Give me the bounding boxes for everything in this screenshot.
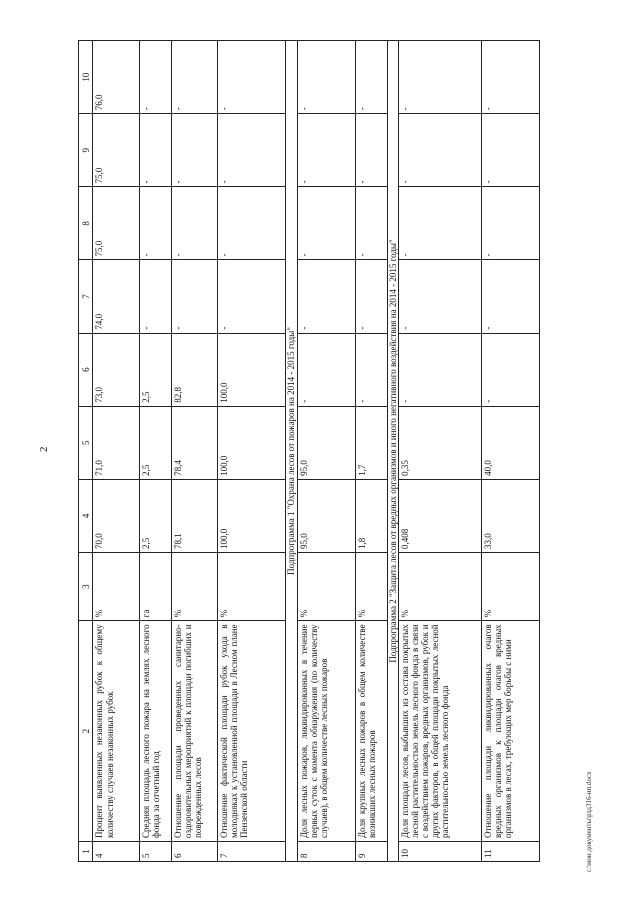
value-cell: 40,0	[481, 406, 539, 479]
value-cell: -	[217, 260, 285, 333]
value-cell: -	[355, 187, 387, 260]
value-cell: 0,35	[399, 406, 482, 479]
value-cell: -	[172, 260, 218, 333]
table-row	[355, 41, 387, 862]
indicator-name: Отношение фактической площади рубок ухода в молодняках к установленной площади в Лесном плане Пензенской области	[217, 621, 285, 842]
value-cell: -	[355, 41, 387, 114]
unit-cell: га	[140, 552, 172, 620]
table-row	[399, 41, 482, 862]
value-cell: 100,0	[217, 406, 285, 479]
value-cell: 75,0	[93, 114, 140, 187]
file-path-footer: c:\мои документы\рзд316-ип.docx	[585, 771, 593, 872]
value-cell: 78,1	[172, 479, 218, 552]
value-cell: -	[172, 41, 218, 114]
row-number: 7	[217, 841, 285, 861]
value-cell: 2,5	[140, 333, 172, 406]
unit-cell: %	[93, 552, 140, 620]
unit-cell: %	[399, 552, 482, 620]
row-number: 8	[297, 841, 355, 861]
value-cell: 78,4	[172, 406, 218, 479]
header-cell: 4	[79, 479, 93, 552]
value-cell: 2,5	[140, 406, 172, 479]
indicator-name: Отношение площади проведенных санитарно-оздоровительных мероприятий к площади погибших и поврежденных лесов	[172, 621, 218, 842]
value-cell: 0,408	[399, 479, 482, 552]
value-cell: -	[481, 333, 539, 406]
unit-cell: %	[172, 552, 218, 620]
value-cell: 73,0	[93, 333, 140, 406]
value-cell: -	[140, 260, 172, 333]
value-cell: 74,0	[93, 260, 140, 333]
value-cell: 2,5	[140, 479, 172, 552]
value-cell: -	[297, 41, 355, 114]
indicator-name: Доля площади лесов, выбывших из состава покрытых лесной растительностью земель лесного фонда в связи с воздействием пожаров, вредных организмов, рубок и других факторов, в общей площади покрытых лесной растительностью земель лесного фонда	[399, 621, 482, 842]
header-cell: 7	[79, 260, 93, 333]
section-row	[286, 41, 297, 862]
value-cell: 76,0	[93, 41, 140, 114]
table-row	[172, 41, 218, 862]
value-cell: -	[297, 333, 355, 406]
value-cell: -	[172, 114, 218, 187]
row-number: 5	[140, 841, 172, 861]
table-row	[217, 41, 285, 862]
value-cell: -	[297, 187, 355, 260]
header-cell: 6	[79, 333, 93, 406]
header-cell: 5	[79, 406, 93, 479]
value-cell: -	[355, 333, 387, 406]
indicator-name: Процент выявленных незаконных рубок к общему количеству случаев незаконных рубок	[93, 621, 140, 842]
unit-cell: %	[355, 552, 387, 620]
value-cell: -	[217, 41, 285, 114]
header-cell: 2	[79, 621, 93, 842]
value-cell: -	[399, 260, 482, 333]
value-cell: -	[217, 187, 285, 260]
value-cell: 75,0	[93, 187, 140, 260]
value-cell: -	[481, 41, 539, 114]
section-title: Подпрограмма 2 "Защита лесов от вредных организмов и иного негативного воздействия на 2014 - 2015 годы"	[387, 41, 398, 862]
table-row	[93, 41, 140, 862]
value-cell: -	[481, 260, 539, 333]
unit-cell: %	[297, 552, 355, 620]
table-row	[140, 41, 172, 862]
value-cell: -	[481, 114, 539, 187]
value-cell: -	[140, 114, 172, 187]
table-row	[481, 41, 539, 862]
rotated-table-wrapper	[78, 40, 540, 862]
value-cell: 33,0	[481, 479, 539, 552]
table-body	[79, 41, 540, 862]
section-title: Подпрограмма 1 "Охрана лесов от пожаров на 2014 - 2015 годы"	[286, 41, 297, 862]
value-cell: -	[481, 187, 539, 260]
table-row	[297, 41, 355, 862]
value-cell: 71,0	[93, 406, 140, 479]
indicator-name: Доля крупных лесных пожаров в общем количестве возникших лесных пожаров	[355, 621, 387, 842]
value-cell: -	[140, 187, 172, 260]
value-cell: -	[297, 260, 355, 333]
unit-cell: %	[217, 552, 285, 620]
row-number: 4	[93, 841, 140, 861]
row-number: 10	[399, 841, 482, 861]
section-row	[387, 41, 398, 862]
row-number: 11	[481, 841, 539, 861]
page-number: 2	[38, 446, 50, 452]
value-cell: 95,0	[297, 479, 355, 552]
value-cell: -	[140, 41, 172, 114]
value-cell: -	[355, 260, 387, 333]
value-cell: -	[399, 41, 482, 114]
value-cell: -	[172, 187, 218, 260]
value-cell: -	[217, 114, 285, 187]
value-cell: 1,7	[355, 406, 387, 479]
value-cell: -	[297, 114, 355, 187]
value-cell: -	[399, 114, 482, 187]
value-cell: 100,0	[217, 333, 285, 406]
value-cell: 70,0	[93, 479, 140, 552]
indicator-name: Доля лесных пожаров, ликвидированных в течение первых суток с момента обнаружения (по количеству случаев), в общем количестве лесных пожаров	[297, 621, 355, 842]
value-cell: 100,0	[217, 479, 285, 552]
value-cell: -	[355, 114, 387, 187]
row-number: 6	[172, 841, 218, 861]
value-cell: -	[399, 187, 482, 260]
indicator-name: Отношение площади ликвидированных очагов вредных организмов к площади очагов вредных организмов в лесах, требующих мер борьбы с ними	[481, 621, 539, 842]
header-cell: 9	[79, 114, 93, 187]
header-cell: 3	[79, 552, 93, 620]
header-cell: 10	[79, 41, 93, 114]
indicator-name: Средняя площадь лесного пожара на землях лесного фонда за отчетный год	[140, 621, 172, 842]
unit-cell: %	[481, 552, 539, 620]
header-cell: 1	[79, 841, 93, 861]
value-cell: 95,0	[297, 406, 355, 479]
row-number: 9	[355, 841, 387, 861]
header-row	[79, 41, 93, 862]
indicators-table	[78, 40, 540, 862]
value-cell: -	[399, 333, 482, 406]
value-cell: 1,8	[355, 479, 387, 552]
value-cell: 82,8	[172, 333, 218, 406]
header-cell: 8	[79, 187, 93, 260]
